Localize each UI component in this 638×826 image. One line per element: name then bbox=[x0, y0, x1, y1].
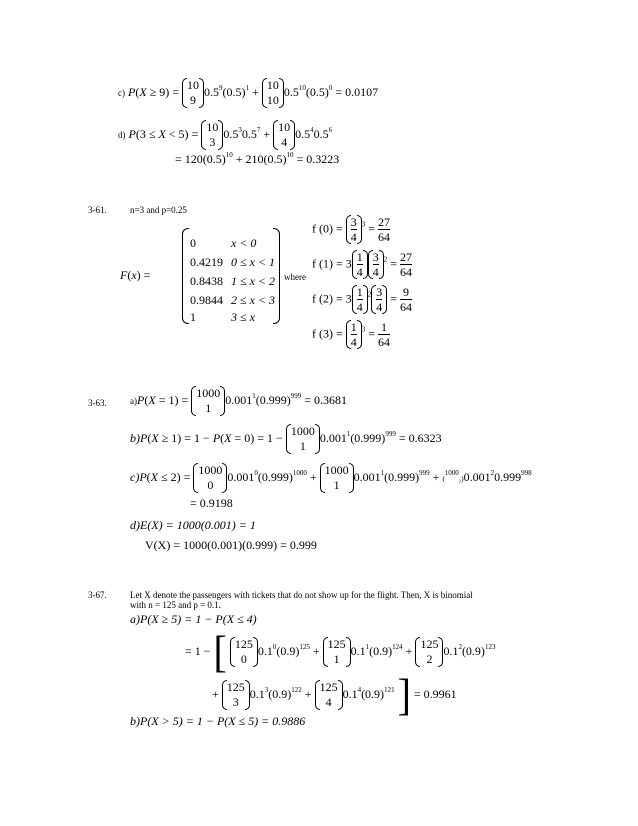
problem-3-61-number: 3-61. bbox=[88, 205, 107, 215]
pmf-f2: f (2) = 3 1 4 $^2$ 3 4 = $\frac{9}{64}$ bbox=[312, 285, 413, 314]
problem-3-67-intro-1: Let X denote the passengers with tickets that do not show up for the flight. Then, X is binomial bbox=[130, 590, 473, 600]
equation-3-63-d2: V(X) = 1000(0.001)(0.999) = 0.999 bbox=[145, 538, 317, 552]
equation-3-67-a1: a)P(X ≥ 5) = 1 − P(X ≤ 4) bbox=[130, 612, 257, 626]
equation-3-63-d1: d)E(X) = 1000(0.001) = 1 bbox=[130, 518, 256, 532]
equation-3-63-b: b)P(X ≥ 1) = 1 − P(X = 0) = 1 − 1000 1 $0.001^1(0.999)^{999} = 0.6323$ bbox=[130, 424, 442, 453]
equation-3-67-a2: = 1 − [ 125 0 $0.1^0(0.9)^{125}$ + 125 1 $0.1^1(0.9)^{124}$ + 125 2 $0.1^2(0.9)^{123}$ bbox=[185, 626, 496, 677]
pmf-f1: f (1) = 3 1 4 3 4 $^2$ = $\frac{27}{64}$ bbox=[312, 250, 413, 279]
equation-3-67-a3: + 125 3 $0.1^3(0.9)^{122}$ + 125 4 $0.1^4(0.9)^{121}$ ] = 0.9961 bbox=[212, 669, 457, 720]
equation-3-63-a: a)P(X = 1) = 1000 1 $0.001^1(0.999)^{999} = 0.3681$ bbox=[130, 386, 347, 415]
problem-3-61-intro: n=3 and p=0.25 bbox=[130, 205, 187, 215]
cdf-cases: 0 x < 0 0.4219 0 ≤ x < 1 0.8438 1 ≤ x < 2 0.9844 2 ≤ x < 3 1 3 ≤ x bbox=[150, 228, 280, 324]
label-d: d) bbox=[118, 129, 126, 140]
cdf-lhs: F(x) = bbox=[120, 268, 151, 282]
equation-3-63-c-result: = 0.9198 bbox=[190, 496, 233, 510]
problem-3-67-number: 3-67. bbox=[88, 590, 107, 600]
problem-3-67-intro-2: with n = 125 and p = 0.1. bbox=[130, 600, 221, 610]
equation-3-67-b: b)P(X > 5) = 1 − P(X ≤ 5) = 0.9886 bbox=[130, 714, 306, 728]
label-c: c) bbox=[118, 87, 125, 98]
equation-c: c) P(X ≥ 9) = 10 9 $0.5^9(0.5)^1$ + 10 10 $0.5^{10}(0.5)^0 = 0.0107$ bbox=[118, 78, 379, 107]
result-c: = 0.0107 bbox=[335, 84, 379, 99]
pmf-f3: f (3) = 1 4 $^3$ = $\frac{1}{64}$ bbox=[312, 320, 391, 349]
equation-d-result: = $120(0.5)^{10} + 210(0.5)^{10} = 0.3223$ bbox=[175, 151, 340, 166]
equation-3-63-c: c)P(X ≤ 2) = 1000 0 $0.001^0(0.999)^{1000}$ + 1000 1 $0.001^1(0.999)^{999} + (^{1000}_2)0.001^20.999^{998}$ bbox=[130, 463, 532, 492]
where-label: where bbox=[284, 272, 306, 282]
pmf-f0: f (0) = 3 4 $^3$ = $\frac{27}{64}$ bbox=[312, 215, 391, 244]
problem-3-63-number: 3-63. bbox=[88, 398, 107, 408]
equation-d: d) P(3 ≤ X < 5) = 10 3 $0.5^30.5^7$ + 10 4 $0.5^40.5^6$ bbox=[118, 120, 333, 149]
